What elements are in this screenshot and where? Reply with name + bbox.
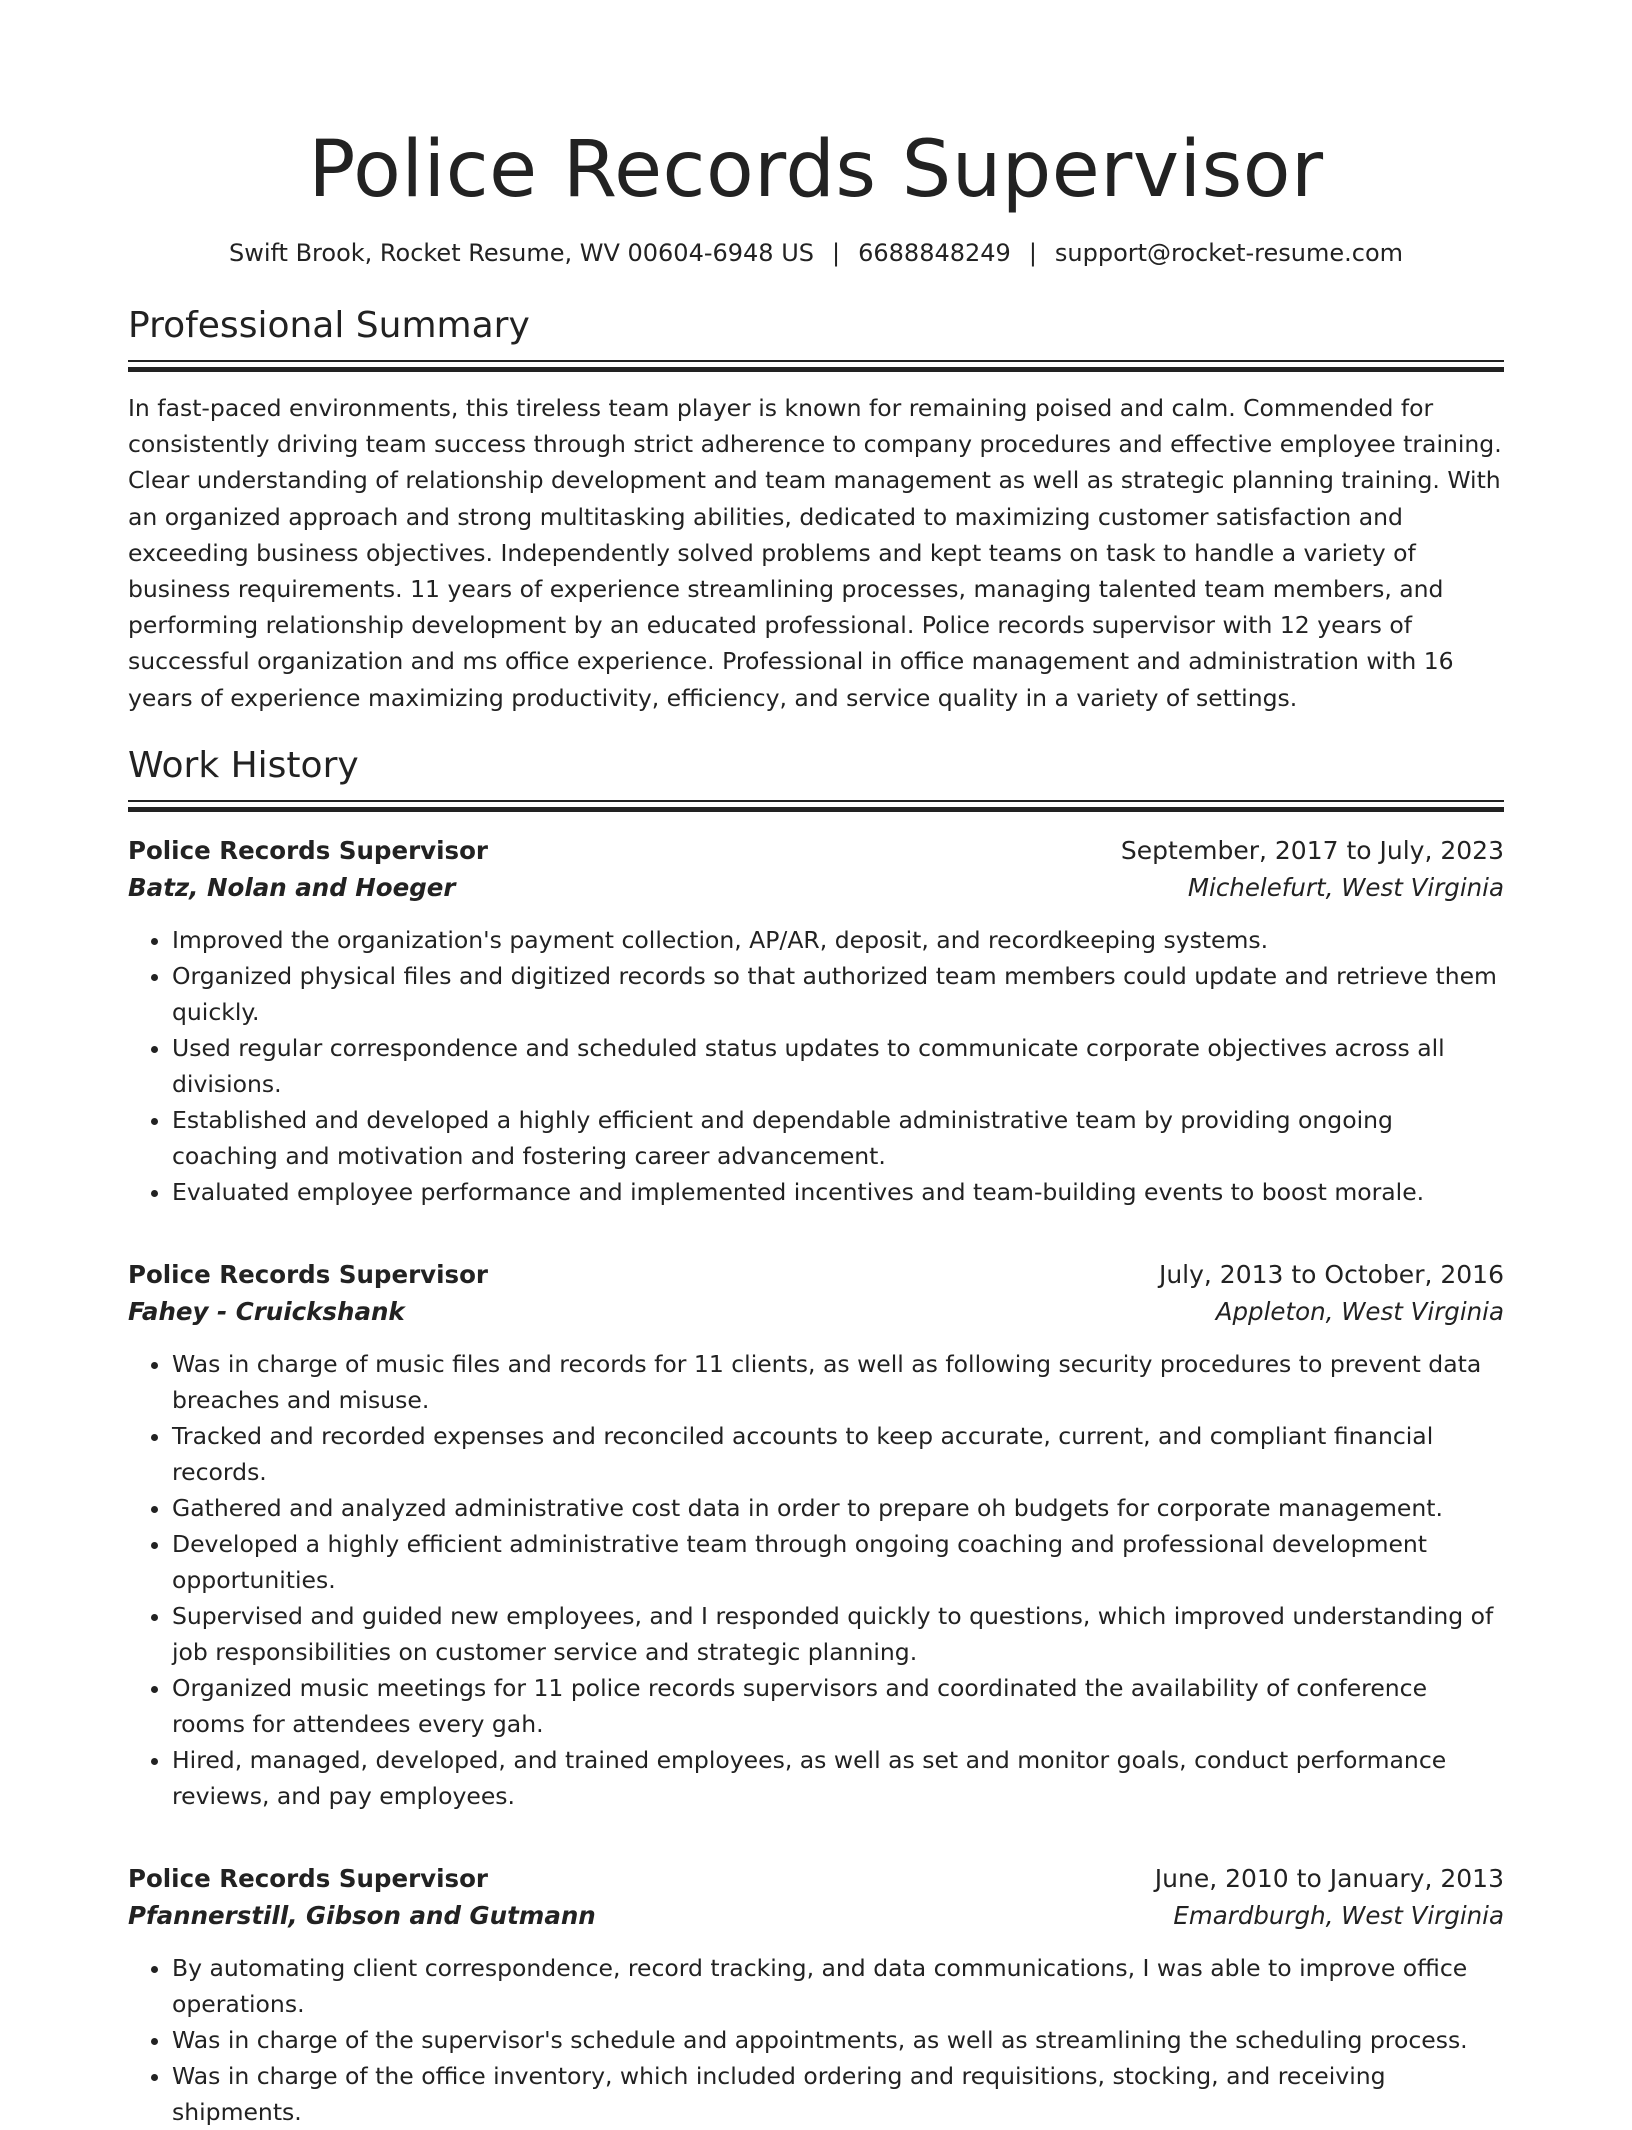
job-header-row [128,1862,1504,1896]
job-company: Pfannerstill, Gibson and Gutmann [128,1900,596,1930]
contact-separator: | [832,239,841,267]
contact-line [128,236,1504,270]
job-bullet: • Hired, managed, developed, and trained employees, as well as set and monitor goals, conduct performance reviews, and pay employees. [172,1742,1504,1814]
job-bullet: • Organized music meetings for 11 police records supervisors and coordinated the availability of conference rooms for attendees every gah. [172,1670,1504,1742]
job-title: Police Records Supervisor [128,1863,489,1893]
job-location: Emardburgh, West Virginia [1173,1900,1504,1930]
section-divider-thin [128,800,1504,802]
job-entry [128,1258,1504,1814]
summary-section [128,302,1504,716]
job-company-row [128,1292,1504,1332]
job-company: Fahey - Cruickshank [128,1296,405,1326]
job-bullet-list [128,922,1504,1210]
section-divider-thick [128,367,1504,372]
job-location: Appleton, West Virginia [1215,1296,1504,1326]
job-bullet: • Was in charge of the supervisor's schedule and appointments, as well as streamlining the scheduling process. [172,2022,1504,2058]
job-title: Police Records Supervisor [128,835,489,865]
job-dates: July, 2013 to October, 2016 [1158,1259,1504,1289]
job-bullet-list [128,1346,1504,1814]
job-bullet: • Tracked and recorded expenses and reconciled accounts to keep accurate, current, and compliant financial records. [172,1418,1504,1490]
contact-separator: | [1028,239,1037,267]
job-header-row [128,834,1504,868]
job-entry [128,1862,1504,2130]
job-bullet: • Was in charge of music files and records for 11 clients, as well as following security procedures to prevent data breaches and misuse. [172,1346,1504,1418]
summary-text: In fast-paced environments, this tireless team player is known for remaining poised and calm. Commended for consistently driving team success through strict adherence to company procedures and effective employee training. Clear understanding of relationship development and team management as well as strategic planning training. With an organized approach and strong multitasking abilities, dedicated to maximizing customer satisfaction and exceeding business objectives. Independently solved problems and kept teams on task to handle a variety of business requirements. 11 years of experience streamlining processes, managing talented team members, and performing relationship development by an educated professional. Police records supervisor with 12 years of successful organization and ms office experience. Professional in office management and administration with 16 years of experience maximizing productivity, efficiency, and service quality in a variety of settings. [128,394,1502,712]
job-bullet: • By automating client correspondence, record tracking, and data communications, I was able to improve office operations. [172,1950,1504,2022]
job-company-row [128,1896,1504,1936]
job-entry [128,834,1504,1210]
contact-address: Swift Brook, Rocket Resume, WV 00604-6948 US [228,239,815,267]
section-divider-thin [128,360,1504,362]
job-bullet: • Organized physical files and digitized records so that authorized team members could update and retrieve them quickly. [172,958,1504,1030]
job-bullet: • Evaluated employee performance and implemented incentives and team-building events to boost morale. [172,1174,1504,1210]
job-bullet: • Gathered and analyzed administrative cost data in order to prepare oh budgets for corporate management. [172,1490,1504,1526]
job-company: Batz, Nolan and Hoeger [128,872,456,902]
section-title-summary: Professional Summary [128,305,530,346]
work-history-section [128,742,1504,2130]
candidate-name: Police Records Supervisor [308,125,1324,215]
job-bullet: • Established and developed a highly efficient and dependable administrative team by providing ongoing coaching and motivation and fostering career advancement. [172,1102,1504,1174]
job-bullet: • Improved the organization's payment collection, AP/AR, deposit, and recordkeeping systems. [172,922,1504,958]
job-company-row [128,868,1504,908]
job-bullet-list [128,1950,1504,2130]
job-dates: September, 2017 to July, 2023 [1120,835,1504,865]
section-title-work-history: Work History [128,744,359,786]
resume-page [128,0,1504,2130]
section-divider-thick [128,807,1504,812]
job-bullet: • Was in charge of the office inventory, which included ordering and requisitions, stocking, and receiving shipments. [172,2058,1504,2130]
job-bullet: • Developed a highly efficient administrative team through ongoing coaching and professional development opportunities. [172,1526,1504,1598]
job-location: Michelefurt, West Virginia [1187,872,1504,902]
job-header-row [128,1258,1504,1292]
job-dates: June, 2010 to January, 2013 [1154,1863,1504,1893]
job-bullet: • Used regular correspondence and scheduled status updates to communicate corporate objectives across all divisions. [172,1030,1504,1102]
job-title: Police Records Supervisor [128,1259,489,1289]
job-bullet: • Supervised and guided new employees, and I responded quickly to questions, which improved understanding of job responsibilities on customer service and strategic planning. [172,1598,1504,1670]
contact-phone: 6688848249 [858,239,1011,267]
contact-email: support@rocket-resume.com [1054,239,1403,267]
